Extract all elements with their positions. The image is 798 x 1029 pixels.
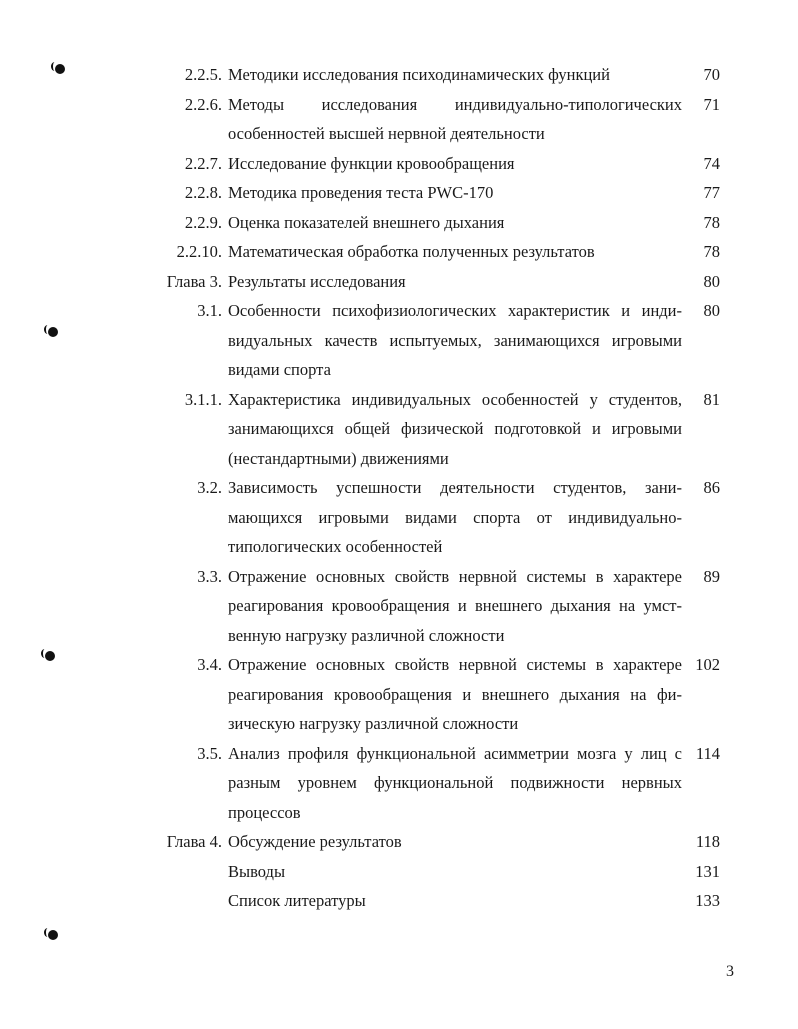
toc-entry-title-line: особенностей высшей нервной деятельности (228, 124, 545, 143)
toc-entry-page: 118 (695, 832, 720, 851)
toc-entry (0, 385, 798, 474)
toc-entry-title-line: Отражение основных свойств нервной системы в характере (228, 655, 682, 674)
toc-entry-number: 2.2.7. (184, 153, 222, 173)
toc-entry-title-line: Обсуждение результатов (228, 832, 402, 851)
toc-entry-title-line: видами спорта (228, 360, 331, 379)
toc-entry-title-line: мающихся игровыми видами спорта от индивидуально- (228, 507, 682, 527)
toc-entry-title (228, 650, 682, 739)
toc-entry-number: 3.5. (197, 743, 222, 763)
toc-entry-page: 70 (703, 65, 720, 84)
toc-entry-number: 3.2. (197, 478, 222, 497)
toc-entry-number: 2.2.8. (184, 183, 222, 202)
toc-entry (0, 90, 798, 149)
toc-entry (0, 237, 798, 267)
toc-entry-title-line: Отражение основных свойств нервной системы в характере (228, 566, 682, 586)
toc-entry-page: 74 (703, 153, 720, 173)
toc-entry-title-line: Методика проведения теста PWC-170 (228, 183, 494, 202)
toc-entry-title (228, 149, 682, 179)
toc-entry-title-line: Выводы (228, 861, 286, 881)
toc-entry-title-line: (нестандартными) движениями (228, 448, 449, 468)
toc-entry-title (228, 296, 682, 385)
toc-entry-number: Глава 3. (166, 271, 222, 291)
toc-entry-page: 131 (695, 861, 720, 881)
toc-entry-page: 77 (703, 183, 720, 202)
toc-entry-title-line: Методики исследования психодинамических функций (228, 65, 610, 84)
toc-entry-number: 3.4. (197, 655, 222, 674)
toc-entry-page: 114 (695, 743, 720, 763)
toc-entry (0, 60, 798, 90)
toc-entry-page: 78 (703, 212, 720, 232)
toc-entry (0, 208, 798, 238)
toc-entry-title (228, 473, 682, 562)
toc-entry (0, 267, 798, 297)
toc-entry-title-line: реагирования кровообращения и внешнего дыхания на умст- (228, 596, 682, 615)
toc-entry-title-line: типологических особенностей (228, 537, 443, 556)
toc-entry-number: 3.1. (197, 301, 222, 320)
toc-entry-page: 89 (703, 566, 720, 586)
toc-entry (0, 650, 798, 739)
toc-entry-title-line: Математическая обработка полученных результатов (228, 242, 595, 261)
toc-entry-page: 133 (695, 891, 720, 910)
toc-entry-title (228, 60, 682, 90)
toc-entry (0, 857, 798, 887)
toc-entry-title-line: занимающихся общей физической подготовкой и игровыми (228, 419, 682, 438)
toc-entry-number: 2.2.9. (184, 212, 222, 232)
toc-entry-title-line: Зависимость успешности деятельности студентов, зани- (228, 478, 682, 497)
toc-entry-number: 3.1.1. (184, 389, 222, 409)
toc-entry-page: 86 (703, 478, 720, 497)
toc-entry-number: 2.2.5. (184, 65, 222, 84)
toc-entry-number: 3.3. (197, 566, 222, 586)
toc-entry-page: 102 (695, 655, 720, 674)
toc-entry-title-line: Результаты исследования (228, 271, 406, 291)
toc-entry-number: Глава 4. (166, 832, 222, 851)
toc-entry-title-line: Список литературы (228, 891, 366, 910)
toc-entry-title (228, 178, 682, 208)
toc-entry-title-line: Исследование функции кровообращения (228, 153, 515, 173)
toc-entry-page: 80 (703, 271, 720, 291)
toc-entry-title (228, 208, 682, 238)
toc-entry-title-line: Характеристика индивидуальных особенностей у студентов, (228, 389, 682, 409)
toc-entry (0, 739, 798, 828)
table-of-contents (0, 60, 798, 916)
toc-entry-title-line: зическую нагрузку различной сложности (228, 714, 519, 733)
page-number: 3 (726, 963, 734, 980)
toc-entry-title-line: Оценка показателей внешнего дыхания (228, 212, 505, 232)
toc-entry-title (228, 237, 682, 267)
toc-entry-title (228, 739, 682, 828)
toc-entry-title-line: видуальных качеств испытуемых, занимающихся игровыми (228, 330, 682, 350)
toc-entry (0, 178, 798, 208)
toc-entry-title-line: Анализ профиля функциональной асимметрии мозга у лиц с (228, 743, 682, 763)
toc-entry-title-line: реагирования кровообращения и внешнего дыхания на фи- (228, 684, 682, 704)
toc-entry-title (228, 827, 682, 857)
toc-entry (0, 886, 798, 916)
toc-entry-title-line: Методы исследования индивидуально-типологических (228, 94, 682, 114)
toc-entry-page: 80 (703, 301, 720, 320)
binder-hole-mark (48, 930, 58, 940)
toc-entry-title-line: разным уровнем функциональной подвижности нервных (228, 773, 682, 792)
toc-entry-title-line: венную нагрузку различной сложности (228, 625, 505, 645)
toc-entry (0, 827, 798, 857)
toc-entry-title (228, 385, 682, 474)
toc-entry (0, 473, 798, 562)
toc-entry-page: 71 (703, 94, 720, 114)
toc-entry-title-line: процессов (228, 802, 301, 822)
toc-entry (0, 296, 798, 385)
toc-entry (0, 562, 798, 651)
toc-entry-page: 81 (703, 389, 720, 409)
toc-entry-title (228, 90, 682, 149)
toc-entry-number: 2.2.10. (176, 242, 222, 261)
toc-entry-page: 78 (703, 242, 720, 261)
toc-entry-title (228, 886, 682, 916)
toc-entry-title (228, 267, 682, 297)
toc-entry (0, 149, 798, 179)
toc-entry-title (228, 562, 682, 651)
toc-entry-title-line: Особенности психофизиологических характеристик и инди- (228, 301, 682, 320)
toc-entry-title (228, 857, 682, 887)
toc-entry-number: 2.2.6. (184, 94, 222, 114)
